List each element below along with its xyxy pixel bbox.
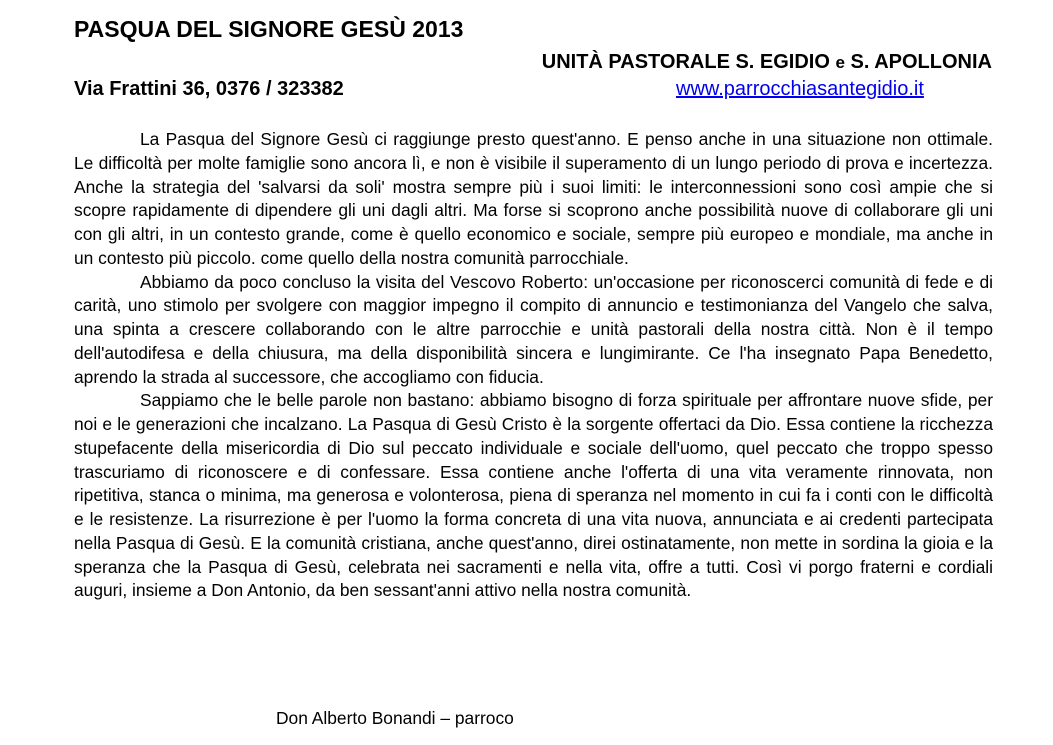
pastoral-unit-heading (542, 51, 992, 74)
paragraph-1: La Pasqua del Signore Gesù ci raggiunge presto quest'anno. E penso anche in una situazione non ottimale. Le difficoltà per molte famiglie sono ancora lì, e non è visibile il superamento di un lungo periodo di prova e incertezza. Anche la strategia del 'salvarsi da soli' mostra sempre più i suoi limiti: le interconnessioni sono così ampie che si scopre rapidamente di dipendere gli uni dagli altri. Ma forse si scoprono anche possibilità nuove di collaborare gli uni con gli altri, in un contesto grande, come è quello economico e sociale, sempre più europeo e mondiale, ma anche in un contesto più piccolo. come quello della nostra comunità parrocchiale. (74, 129, 993, 268)
signature: Don Alberto Bonandi – parroco (276, 708, 514, 728)
page-title: PASQUA DEL SIGNORE GESÙ 2013 (74, 16, 464, 42)
pastoral-unit-part2: S. APOLLONIA (844, 51, 992, 73)
address-phone: Via Frattini 36, 0376 / 323382 (74, 78, 344, 100)
pastoral-unit-conjunction: e (835, 53, 845, 72)
letter-body (74, 128, 993, 603)
paragraph-2: Abbiamo da poco concluso la visita del Vescovo Roberto: un'occasione per riconoscerci comunità di fede e di carità, uno stimolo per svolgere con maggior impegno il compito di annuncio e testimonianza del Vangelo che salva, una spinta a crescere collaborando con le altre parrocchie e unità pastorali della nostra città. Non è il tempo dell'autodifesa e della chiusura, ma della disponibilità sincera e lungimirante. Ce l'ha insegnato Papa Benedetto, aprendo la strada al successore, che accogliamo con fiducia. (74, 271, 993, 387)
website-link[interactable]: www.parrocchiasantegidio.it (676, 78, 924, 100)
paragraph-3: Sappiamo che le belle parole non bastano: abbiamo bisogno di forza spirituale per affrontare nuove sfide, per noi e le generazioni che incalzano. La Pasqua di Gesù Cristo è la sorgente offertaci da Dio. Essa contiene la ricchezza stupefacente della misericordia di Dio sul peccato individuale e sociale dell'uomo, quel peccato che troppo spesso trascuriamo di riconoscere e di confessare. Essa contiene anche l'offerta di una vita veramente rinnovata, non ripetitiva, stanca o minima, ma generosa e volonterosa, piena di speranza nel momento in cui fa i conti con le difficoltà e le resistenze. La risurrezione è per l'uomo la forma concreta di una vita nuova, annunciata e ai credenti partecipata nella Pasqua di Gesù. E la comunità cristiana, anche quest'anno, direi ostinatamente, non mette in sordina la gioia e la speranza che la Pasqua di Gesù, celebrata nei sacramenti e nella vita, offre a tutti. Così vi porgo fraterni e cordiali auguri, insieme a Don Antonio, da ben sessant'anni attivo nella nostra comunità. (74, 390, 993, 601)
pastoral-unit-part1: UNITÀ PASTORALE S. EGIDIO (541, 51, 836, 73)
